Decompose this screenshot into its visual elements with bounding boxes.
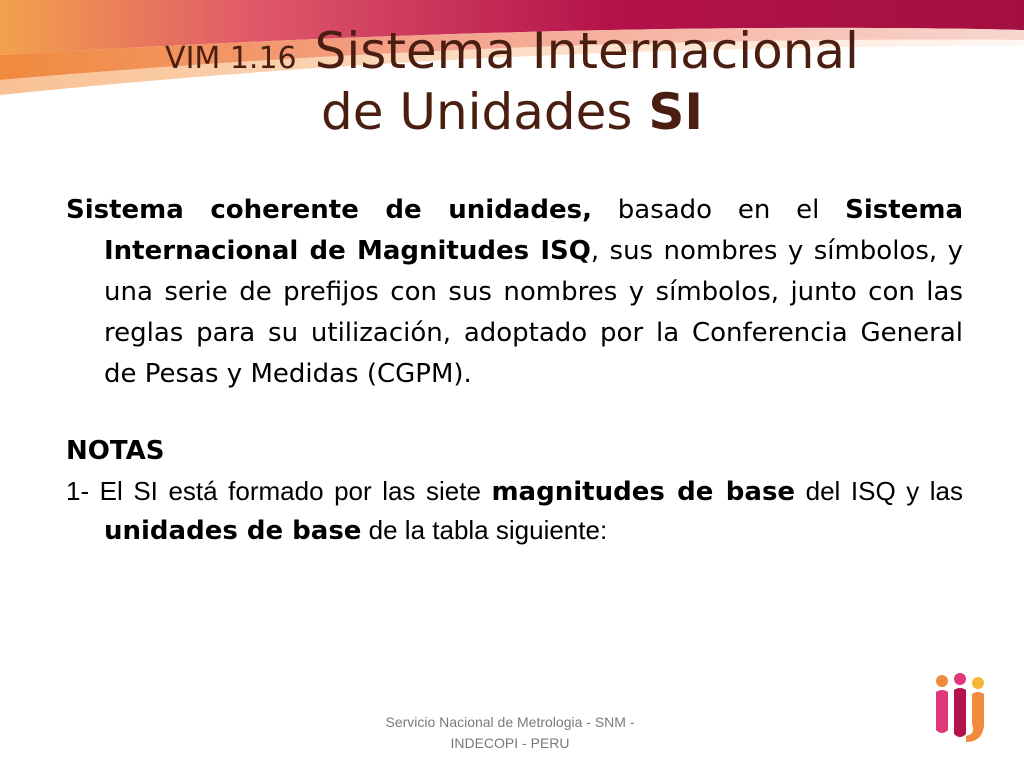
title-prefix: de Unidades: [320, 83, 649, 141]
footer-line-1: Servicio Nacional de Metrologia - SNM -: [385, 714, 635, 730]
slide-body: [66, 190, 963, 550]
isq-term: Sistema Internacional de Magnitudes ISQ: [104, 195, 963, 266]
note-1-text-b: del ISQ y las: [795, 476, 963, 506]
definition-text-1: basado en el: [591, 195, 846, 225]
title-line-2: [0, 83, 1024, 142]
snm-logo-icon: [930, 672, 990, 747]
definition-term: Sistema coherente de unidades,: [66, 195, 592, 225]
title-line-1: [0, 22, 1024, 81]
footer-line-2: INDECOPI - PERU: [450, 735, 570, 751]
title-main: Sistema Internacional: [314, 22, 859, 80]
title-si: SI: [648, 83, 704, 141]
note-1-base-magnitudes: magnitudes de base: [491, 477, 796, 507]
note-1-base-units: unidades de base: [104, 516, 362, 546]
note-1-text-a: 1- El SI está formado por las siete: [66, 476, 492, 506]
note-1: [66, 472, 963, 550]
definition-paragraph: [66, 190, 963, 395]
vim-reference: VIM 1.16: [165, 41, 297, 76]
definition-text-2: , sus nombres y símbolos, y una serie de prefijos con sus nombres y símbolos, junto con las reglas para su utilización, adoptado por la Conferencia General de Pesas y Medidas (CGPM).: [104, 236, 963, 389]
slide-title: [0, 22, 1024, 142]
note-1-text-c: de la tabla siguiente:: [361, 515, 608, 545]
notes-heading: NOTAS: [66, 436, 165, 466]
slide-footer: [350, 712, 670, 754]
